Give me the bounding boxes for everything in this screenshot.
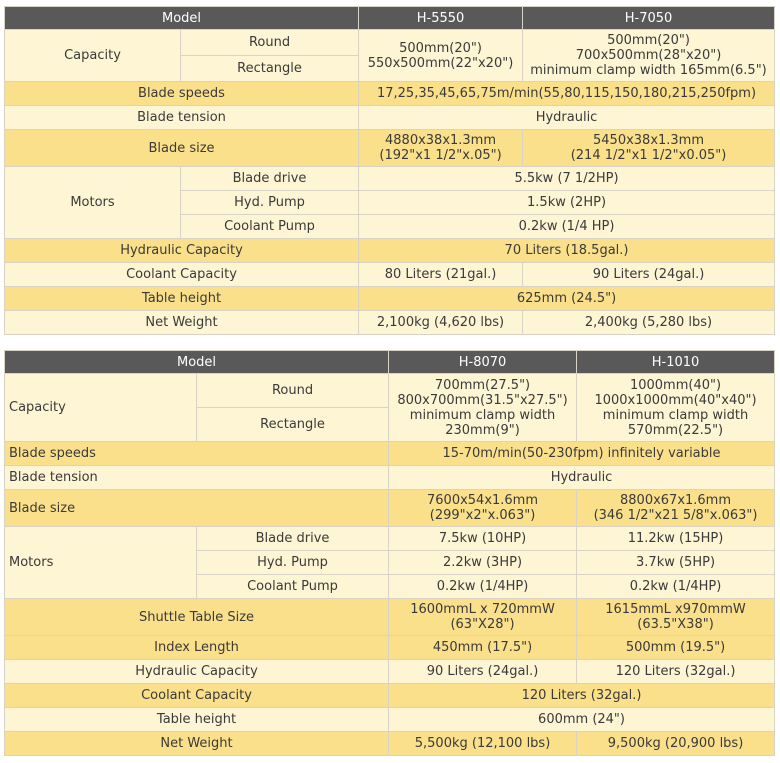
coolant-capacity-row	[5, 263, 775, 287]
blade-size-h7050-line1: 5450x38x1.3mm	[593, 133, 705, 148]
capacity-h8070-line3: minimum clamp width	[409, 407, 556, 423]
motors-label: Motors	[5, 167, 181, 239]
shuttle-table-size-h1010-line1: 1615mmL x970mmW	[605, 602, 746, 617]
capacity-h5550-line1: 500mm(20")	[399, 40, 482, 56]
coolant-capacity-h5550: 80 Liters (21gal.)	[359, 263, 523, 287]
motors-label: Motors	[5, 527, 197, 599]
blade-size-h7050-value	[523, 130, 775, 167]
capacity-h8070-value	[389, 374, 577, 442]
net-weight-label: Net Weight	[5, 732, 389, 756]
shuttle-table-size-h8070-line1: 1600mmL x 720mmW	[410, 602, 555, 617]
blade-drive-label: Blade drive	[197, 527, 389, 551]
capacity-round-label: Round	[197, 374, 389, 408]
model-header: Model	[5, 7, 359, 30]
header-row	[5, 7, 775, 30]
capacity-h1010-line2: 1000x1000mm(40"x40")	[594, 392, 757, 408]
capacity-h8070-line1: 700mm(27.5")	[434, 377, 531, 393]
index-length-h1010: 500mm (19.5")	[577, 636, 775, 660]
blade-size-row	[5, 490, 775, 527]
blade-size-h1010-line1: 8800x67x1.6mm	[620, 493, 732, 508]
blade-size-h5550-line2: (192"x1 1/2"x.05")	[379, 148, 502, 163]
shuttle-table-size-row	[5, 599, 775, 636]
net-weight-row	[5, 732, 775, 756]
capacity-label: Capacity	[5, 374, 197, 442]
hydraulic-capacity-label: Hydraulic Capacity	[5, 660, 389, 684]
index-length-row	[5, 636, 775, 660]
blade-drive-h8070: 7.5kw (10HP)	[389, 527, 577, 551]
capacity-h1010-line1: 1000mm(40")	[629, 377, 722, 393]
blade-speeds-label: Blade speeds	[5, 442, 389, 466]
capacity-h1010-value	[577, 374, 775, 442]
hyd-pump-h1010: 3.7kw (5HP)	[577, 551, 775, 575]
coolant-pump-label: Coolant Pump	[197, 575, 389, 599]
table-height-label: Table height	[5, 287, 359, 311]
capacity-h5550-value	[359, 30, 523, 82]
motors-blade-drive-row	[5, 167, 775, 191]
header-row	[5, 351, 775, 374]
table-height-label: Table height	[5, 708, 389, 732]
blade-speeds-value: 17,25,35,45,65,75m/min(55,80,115,150,180,215,250fpm)	[359, 82, 775, 106]
blade-tension-row	[5, 106, 775, 130]
blade-drive-h1010: 11.2kw (15HP)	[577, 527, 775, 551]
blade-tension-label: Blade tension	[5, 106, 359, 130]
blade-size-h1010-line2: (346 1/2"x21 5/8"x.063")	[593, 508, 758, 523]
capacity-h7050-line2: 700x500mm(28"x20")	[575, 48, 722, 63]
blade-speeds-value: 15-70m/min(50-230fpm) infinitely variable	[389, 442, 775, 466]
net-weight-row	[5, 311, 775, 335]
hydraulic-capacity-row	[5, 239, 775, 263]
hydraulic-capacity-h8070: 90 Liters (24gal.)	[389, 660, 577, 684]
capacity-row	[5, 374, 775, 408]
blade-size-h8070-line2: (299"x2"x.063")	[429, 508, 536, 523]
capacity-h8070-line2: 800x700mm(31.5"x27.5")	[397, 392, 568, 408]
hydraulic-capacity-value: 70 Liters (18.5gal.)	[359, 239, 775, 263]
capacity-rect-label: Rectangle	[197, 408, 389, 442]
table-height-value: 600mm (24")	[389, 708, 775, 732]
blade-size-h5550-line1: 4880x38x1.3mm	[385, 133, 497, 148]
net-weight-h8070: 5,500kg (12,100 lbs)	[389, 732, 577, 756]
hydraulic-capacity-label: Hydraulic Capacity	[5, 239, 359, 263]
blade-size-label: Blade size	[5, 490, 389, 527]
hyd-pump-label: Hyd. Pump	[181, 191, 359, 215]
hyd-pump-value: 1.5kw (2HP)	[359, 191, 775, 215]
motors-blade-drive-row	[5, 527, 775, 551]
capacity-round-label: Round	[181, 30, 359, 56]
blade-size-h1010-value	[577, 490, 775, 527]
capacity-h8070-line4: 230mm(9")	[445, 422, 520, 438]
shuttle-table-size-h1010	[577, 599, 775, 636]
coolant-pump-value: 0.2kw (1/4 HP)	[359, 215, 775, 239]
model-h1010-header: H-1010	[577, 351, 775, 374]
spec-table-h5550-h7050	[4, 6, 775, 335]
model-header: Model	[5, 351, 389, 374]
coolant-capacity-h7050: 90 Liters (24gal.)	[523, 263, 775, 287]
blade-size-label: Blade size	[5, 130, 359, 167]
blade-speeds-row	[5, 82, 775, 106]
hyd-pump-h8070: 2.2kw (3HP)	[389, 551, 577, 575]
blade-tension-value: Hydraulic	[359, 106, 775, 130]
coolant-pump-h1010: 0.2kw (1/4HP)	[577, 575, 775, 599]
capacity-h7050-line3: minimum clamp width 165mm(6.5")	[530, 63, 767, 78]
blade-tension-row	[5, 466, 775, 490]
capacity-h1010-line4: 570mm(22.5")	[627, 422, 724, 438]
shuttle-table-size-h1010-line2: (63.5"X38")	[637, 617, 714, 632]
hydraulic-capacity-h1010: 120 Liters (32gal.)	[577, 660, 775, 684]
model-h8070-header: H-8070	[389, 351, 577, 374]
blade-tension-label: Blade tension	[5, 466, 389, 490]
blade-size-h8070-line1: 7600x54x1.6mm	[427, 493, 539, 508]
shuttle-table-size-label: Shuttle Table Size	[5, 599, 389, 636]
capacity-label: Capacity	[5, 30, 181, 82]
coolant-capacity-row	[5, 684, 775, 708]
hyd-pump-label: Hyd. Pump	[197, 551, 389, 575]
hydraulic-capacity-row	[5, 660, 775, 684]
spec-table-h8070-h1010	[4, 350, 775, 756]
capacity-h7050-line1: 500mm(20")	[607, 33, 690, 48]
blade-speeds-row	[5, 442, 775, 466]
blade-size-h8070-value	[389, 490, 577, 527]
capacity-h5550-line2: 550x500mm(22"x20")	[367, 55, 514, 71]
blade-size-h5550-value	[359, 130, 523, 167]
net-weight-h5550: 2,100kg (4,620 lbs)	[359, 311, 523, 335]
coolant-capacity-value: 120 Liters (32gal.)	[389, 684, 775, 708]
coolant-capacity-label: Coolant Capacity	[5, 684, 389, 708]
coolant-pump-label: Coolant Pump	[181, 215, 359, 239]
model-h5550-header: H-5550	[359, 7, 523, 30]
blade-size-h7050-line2: (214 1/2"x1 1/2"x0.05")	[570, 148, 727, 163]
coolant-capacity-label: Coolant Capacity	[5, 263, 359, 287]
blade-drive-value: 5.5kw (7 1/2HP)	[359, 167, 775, 191]
index-length-label: Index Length	[5, 636, 389, 660]
net-weight-h1010: 9,500kg (20,900 lbs)	[577, 732, 775, 756]
blade-tension-value: Hydraulic	[389, 466, 775, 490]
net-weight-label: Net Weight	[5, 311, 359, 335]
net-weight-h7050: 2,400kg (5,280 lbs)	[523, 311, 775, 335]
shuttle-table-size-h8070-line2: (63"X28")	[450, 617, 515, 632]
table-height-row	[5, 708, 775, 732]
index-length-h8070: 450mm (17.5")	[389, 636, 577, 660]
capacity-rect-label: Rectangle	[181, 56, 359, 82]
blade-speeds-label: Blade speeds	[5, 82, 359, 106]
model-h7050-header: H-7050	[523, 7, 775, 30]
blade-size-row	[5, 130, 775, 167]
capacity-row	[5, 30, 775, 56]
capacity-h7050-value	[523, 30, 775, 82]
shuttle-table-size-h8070	[389, 599, 577, 636]
capacity-h1010-line3: minimum clamp width	[602, 407, 749, 423]
blade-drive-label: Blade drive	[181, 167, 359, 191]
table-height-value: 625mm (24.5")	[359, 287, 775, 311]
coolant-pump-h8070: 0.2kw (1/4HP)	[389, 575, 577, 599]
table-height-row	[5, 287, 775, 311]
